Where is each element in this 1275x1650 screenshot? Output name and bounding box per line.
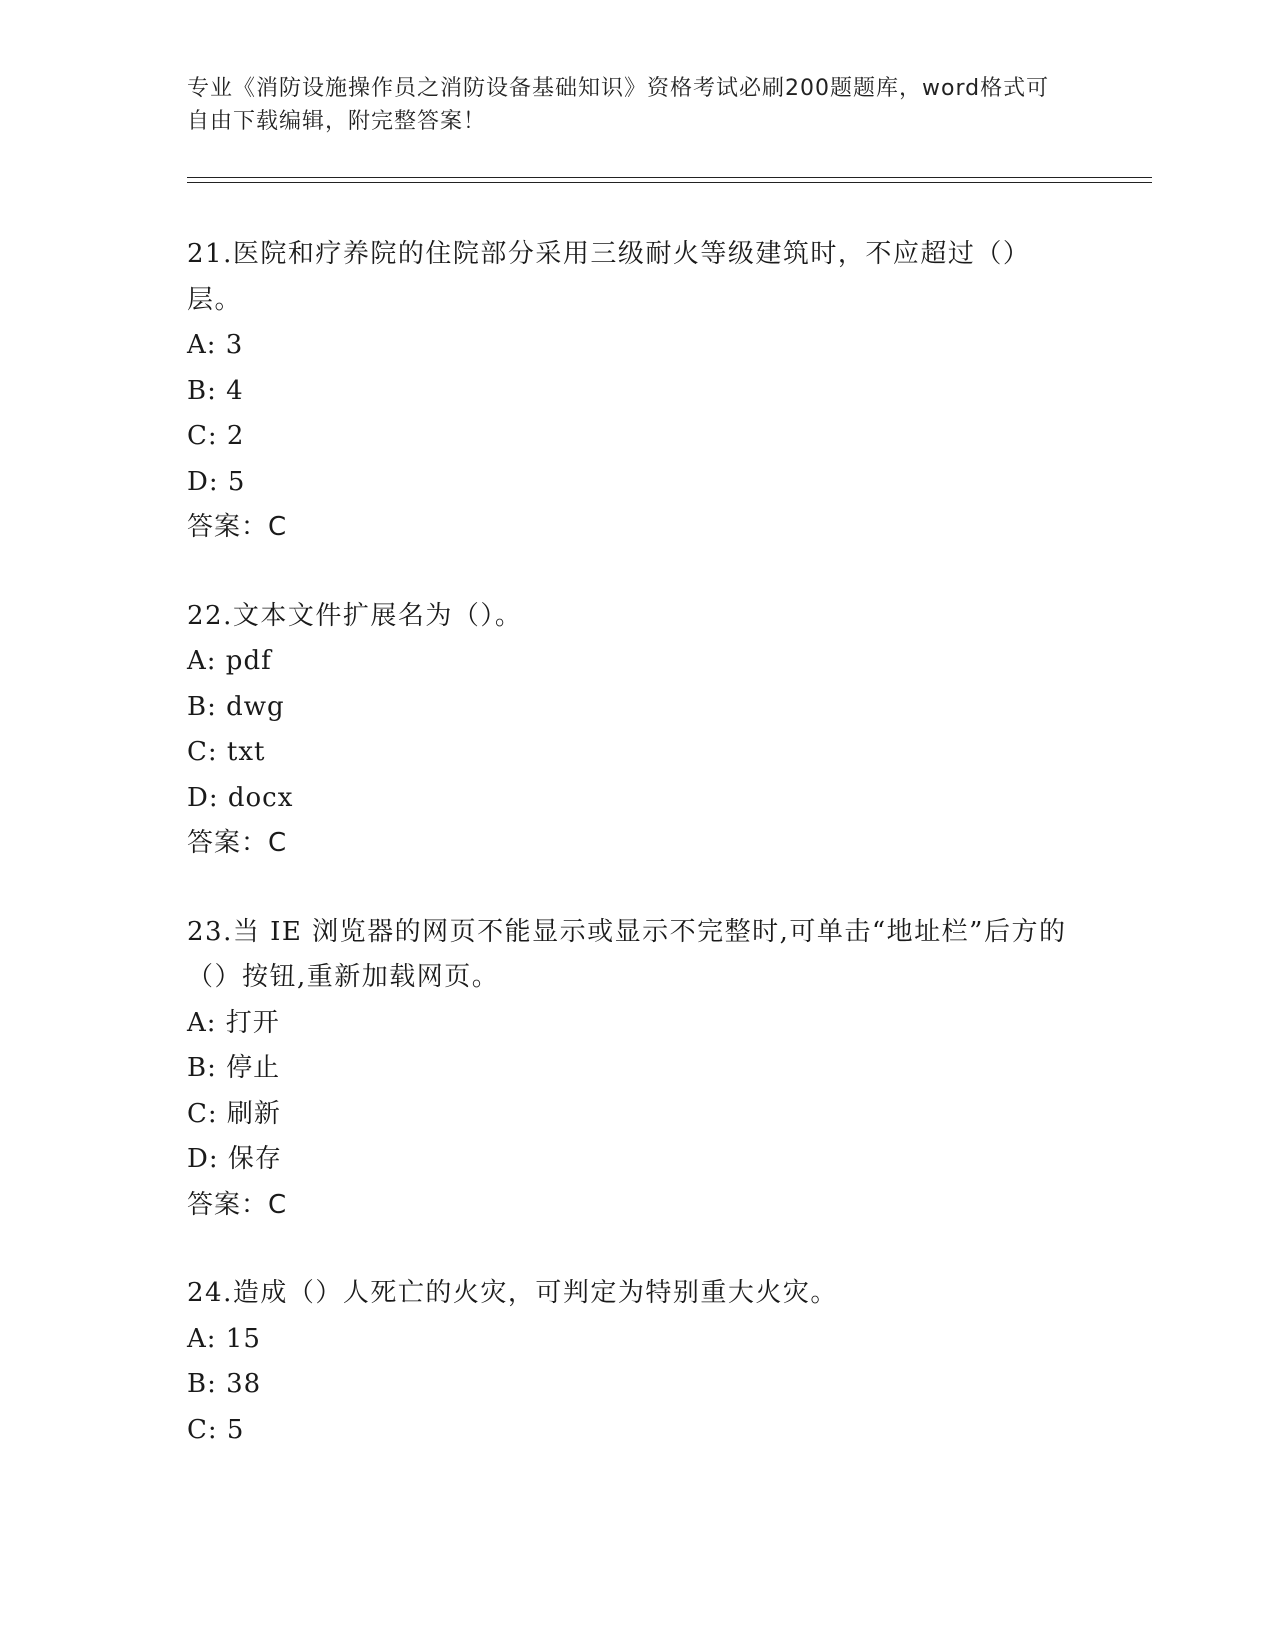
header-rule-top [187,177,1152,178]
option-c: C: 刷新 [187,1098,281,1129]
document-header: 专业《消防设施操作员之消防设备基础知识》资格考试必刷200题题库，word格式可自由下载编辑，附完整答案！ [187,76,1050,134]
answer: 答案：C [187,1189,288,1220]
question-text: 23.当 IE 浏览器的网页不能显示或显示不完整时,可单击“地址栏”后方的（）按钮,重新加载网页。 [187,916,1067,992]
option-b: B: 4 [187,375,244,406]
option-b: B: 38 [187,1369,262,1399]
question-text: 24.造成（）人死亡的火灾，可判定为特别重大火灾。 [187,1278,838,1308]
question-24 [187,1271,1087,1453]
question-text: 21.医院和疗养院的住院部分采用三级耐火等级建筑时，不应超过（）层。 [187,239,1031,315]
option-c: C: 5 [187,1414,245,1445]
header-rule-bottom [187,182,1152,183]
answer: 答案：C [187,512,288,542]
option-d: D: docx [187,782,294,813]
option-d: D: 5 [187,466,246,497]
option-b: B: 停止 [187,1053,281,1083]
question-text: 22.文本文件扩展名为（）。 [187,600,523,631]
answer: 答案：C [187,828,288,858]
option-d: D: 保存 [187,1144,282,1174]
option-c: C: txt [187,737,266,767]
option-a: A: pdf [187,646,272,676]
question-21 [187,232,1087,551]
option-c: C: 2 [187,421,245,451]
question-22 [187,594,1087,867]
question-list [187,232,1087,1496]
question-23 [187,910,1087,1229]
option-a: A: 打开 [187,1007,280,1038]
option-a: A: 15 [187,1323,261,1354]
option-a: A: 3 [187,330,244,360]
option-b: B: dwg [187,691,285,722]
